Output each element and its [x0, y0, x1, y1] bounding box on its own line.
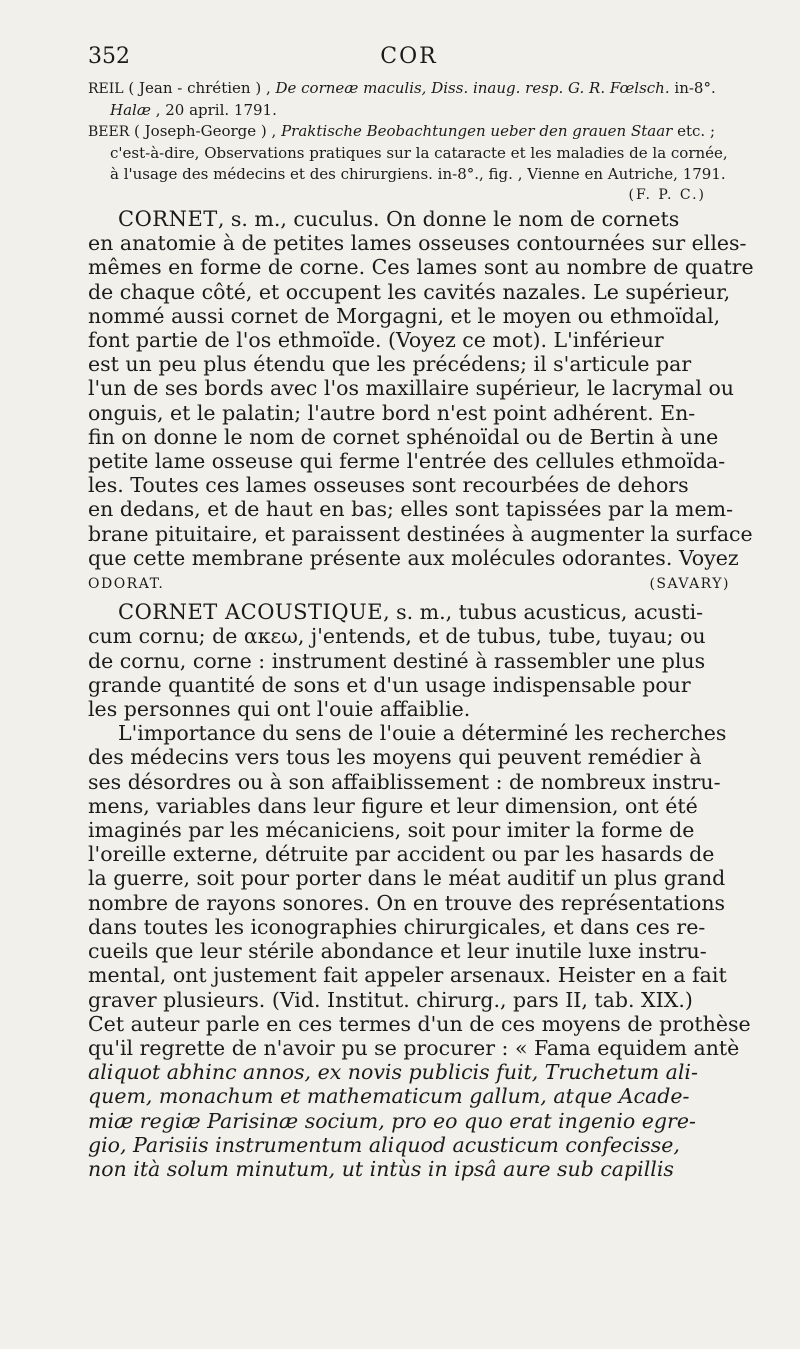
text-line: cum cornu; de ακεω, j'entends, et de tubus, tube, tuyau; ou	[88, 624, 706, 649]
text-line: fin on donne le nom de cornet sphénoïdal ou de Bertin à une	[88, 424, 719, 449]
text-line: mens, variables dans leur figure et leur dimension, ont été	[88, 793, 698, 818]
bib-author-detail: ( Jean - chrétien ) ,	[123, 79, 276, 97]
text-line: dans toutes les iconographies chirurgicales, et dans ces re-	[88, 914, 706, 939]
text-line: les personnes qui ont l'ouie affaiblie.	[88, 697, 471, 722]
text-line: de cornu, corne : instrument destiné à rassembler une plus	[88, 648, 706, 673]
text-line: brane pituitaire, et paraissent destinées à augmenter la surface	[88, 521, 753, 546]
page-number: 352	[88, 44, 130, 69]
text-line: imaginés par les mécaniciens, soit pour imiter la forme de	[88, 818, 695, 843]
bib-title: De corneæ maculis, Diss. inaug. resp. G. R. Fœlsch.	[275, 79, 670, 97]
bib-author-detail: ( Joseph-George ) ,	[129, 122, 282, 140]
text-line: miæ regiæ Parisinæ socium, pro eo quo erat ingenio egre-	[88, 1108, 696, 1133]
bibliography	[88, 78, 730, 185]
text-line: nommé aussi cornet de Morgagni, et le moyen ou ethmoïdal,	[88, 303, 721, 328]
bib-author: REIL	[88, 81, 124, 97]
article-cornet-acoustique	[88, 600, 751, 1181]
bibliography-signature: (F. P. C.)	[628, 187, 706, 203]
article-end	[88, 572, 730, 596]
bib-details: etc. ; c'est-à-dire, Observations pratiques sur la cataracte et les maladies de la cornée, à l'usage des médecins et des chirurgiens. in-8°., fig. , Vienne en Autriche, 1791.	[110, 122, 728, 183]
text-line: qu'il regrette de n'avoir pu se procurer : « Fama equidem antè	[88, 1035, 740, 1060]
text-line: mêmes en forme de corne. Ces lames sont au nombre de quatre	[88, 255, 754, 280]
text-line: quem, monachum et mathematicum gallum, atque Acade-	[88, 1084, 690, 1109]
article-line	[88, 207, 730, 231]
article-line	[88, 600, 730, 624]
headword: CORNET	[118, 207, 218, 231]
bib-author: BEER	[88, 124, 130, 140]
text-line: est un peu plus étendu que les précédens; il s'articule par	[88, 352, 692, 377]
text-line: en dedans, et de haut en bas; elles sont tapissées par la mem-	[88, 497, 733, 522]
bibliography-entry	[88, 78, 730, 121]
running-title: COR	[380, 44, 438, 69]
text-line: que cette membrane présente aux molécules odorantes. Voyez	[88, 545, 739, 570]
text-line: de chaque côté, et occupent les cavités nazales. Le supérieur,	[88, 279, 731, 304]
text-line: nombre de rayons sonores. On en trouve des représentations	[88, 890, 726, 915]
author-signature: (SAVARY)	[649, 576, 730, 593]
bibliography-entry	[88, 121, 730, 185]
text-line: L'importance du sens de l'ouie a déterminé les recherches	[118, 721, 727, 746]
text-line: l'oreille externe, détruite par accident ou par les hasards de	[88, 842, 715, 867]
text-line: l'un de ses bords avec l'os maxillaire supérieur, le lacrymal ou	[88, 376, 734, 401]
bib-title: Praktische Beobachtungen ueber den grauen Staar	[281, 122, 673, 140]
text-line: des médecins vers tous les moyens qui peuvent remédier à	[88, 745, 702, 770]
text-line: mental, ont justement fait appeler arsenaux. Heister en a fait	[88, 963, 727, 988]
article-cornet	[88, 207, 754, 596]
text-line: Cet auteur parle en ces termes d'un de ces moyens de prothèse	[88, 1011, 751, 1036]
text-line: graver plusieurs. (Vid. Institut. chirurg., pars II, tab. XIX.)	[88, 987, 693, 1012]
text-line: gio, Parisiis instrumentum aliquod acusticum confecisse,	[88, 1132, 680, 1157]
text-line: , s. m., tubus acusticus, acusti-	[383, 600, 704, 625]
text-line: non ità solum minutum, ut intùs in ipsâ aure sub capillis	[88, 1156, 674, 1181]
text-line: ses désordres ou à son affaiblissement : de nombreux instru-	[88, 769, 721, 794]
text-line: les. Toutes ces lames osseuses sont recourbées de dehors	[88, 473, 689, 498]
text-line: la guerre, soit pour porter dans le méat auditif un plus grand	[88, 866, 726, 891]
text-line: , s. m., cuculus. On donne le nom de cornets	[217, 207, 680, 231]
text-line: en anatomie à de petites lames osseuses contournées sur elles-	[88, 231, 747, 256]
text-line: grande quantité de sons et d'un usage indispensable pour	[88, 672, 691, 697]
text-line: petite lame osseuse qui ferme l'entrée des cellules ethmoïda-	[88, 449, 726, 474]
bib-place: Halæ	[110, 101, 151, 119]
running-head	[88, 44, 730, 78]
text-line: font partie de l'os ethmoïde. (Voyez ce mot). L'inférieur	[88, 328, 664, 353]
text-line: onguis, et le palatin; l'autre bord n'est point adhérent. En-	[88, 400, 696, 425]
text-line: aliquot abhinc annos, ex novis publicis fuit, Truchetum ali-	[88, 1060, 698, 1085]
bib-date: , 20 april. 1791.	[150, 101, 277, 119]
bib-format: in-8°.	[669, 79, 716, 97]
cross-reference: ODORAT.	[88, 576, 165, 593]
headword: CORNET ACOUSTIQUE	[118, 600, 384, 625]
text-line: cueils que leur stérile abondance et leur inutile luxe instru-	[88, 939, 707, 964]
